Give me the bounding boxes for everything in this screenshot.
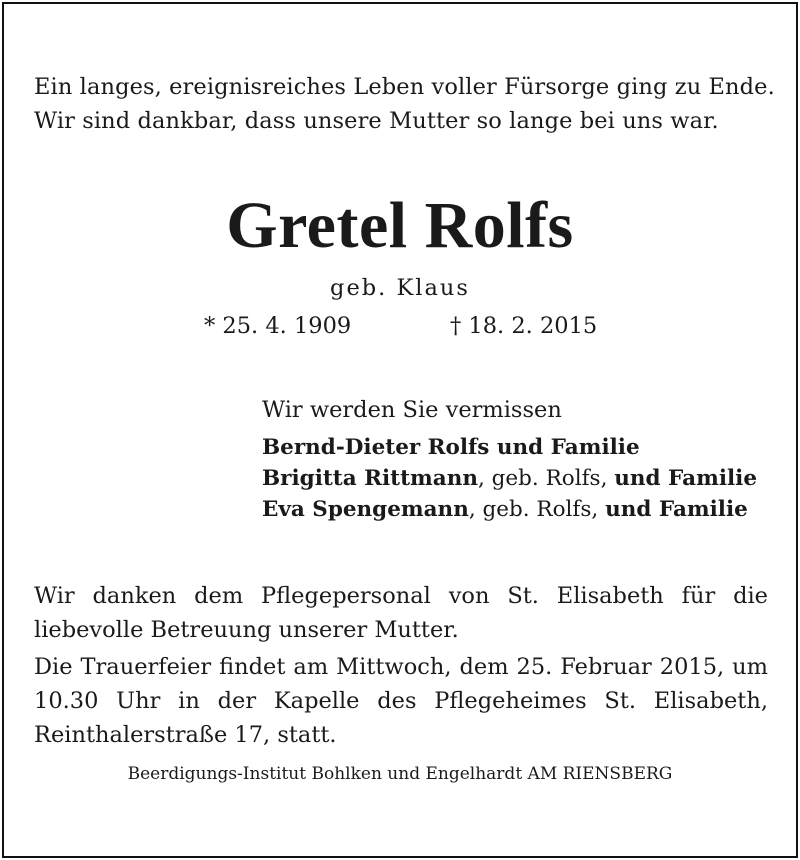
- mourner-name: Eva Spengemann: [262, 497, 469, 522]
- thanks-paragraph: Wir danken dem Pflegepersonal von St. Elisabeth für die liebevolle Betreuung unserer Mutter.: [34, 583, 768, 643]
- mourner-name: Brigitta Rittmann: [262, 466, 478, 491]
- mourner-line: [262, 435, 640, 460]
- mourners-intro: Wir werden Sie vermissen: [262, 397, 562, 423]
- mourner-family: und Familie: [605, 497, 748, 522]
- mourner-line: [262, 497, 748, 522]
- intro-line-1: Ein langes, ereignisreiches Leben voller Fürsorge ging zu Ende.: [34, 74, 775, 100]
- mourner-maiden: , geb. Rolfs,: [468, 497, 606, 522]
- maiden-name: geb. Klaus: [330, 275, 470, 301]
- birth-date: * 25. 4. 1909: [204, 313, 352, 339]
- mourner-maiden: , geb. Rolfs,: [478, 466, 615, 491]
- deceased-name: Gretel Rolfs: [226, 189, 574, 262]
- mourner-name: Bernd-Dieter Rolfs und Familie: [262, 435, 640, 460]
- undertaker-line: Beerdigungs-Institut Bohlken und Engelhardt AM RIENSBERG: [127, 764, 673, 784]
- funeral-paragraph: Die Trauerfeier findet am Mittwoch, dem 25. Februar 2015, um 10.30 Uhr in der Kapelle des Pflegeheimes St. Elisabeth, Reinthalerstraße 17, statt.: [34, 654, 768, 748]
- death-date: † 18. 2. 2015: [450, 313, 598, 339]
- mourner-line: [262, 466, 757, 491]
- mourner-family: und Familie: [614, 466, 757, 491]
- intro-line-2: Wir sind dankbar, dass unsere Mutter so lange bei uns war.: [34, 108, 719, 134]
